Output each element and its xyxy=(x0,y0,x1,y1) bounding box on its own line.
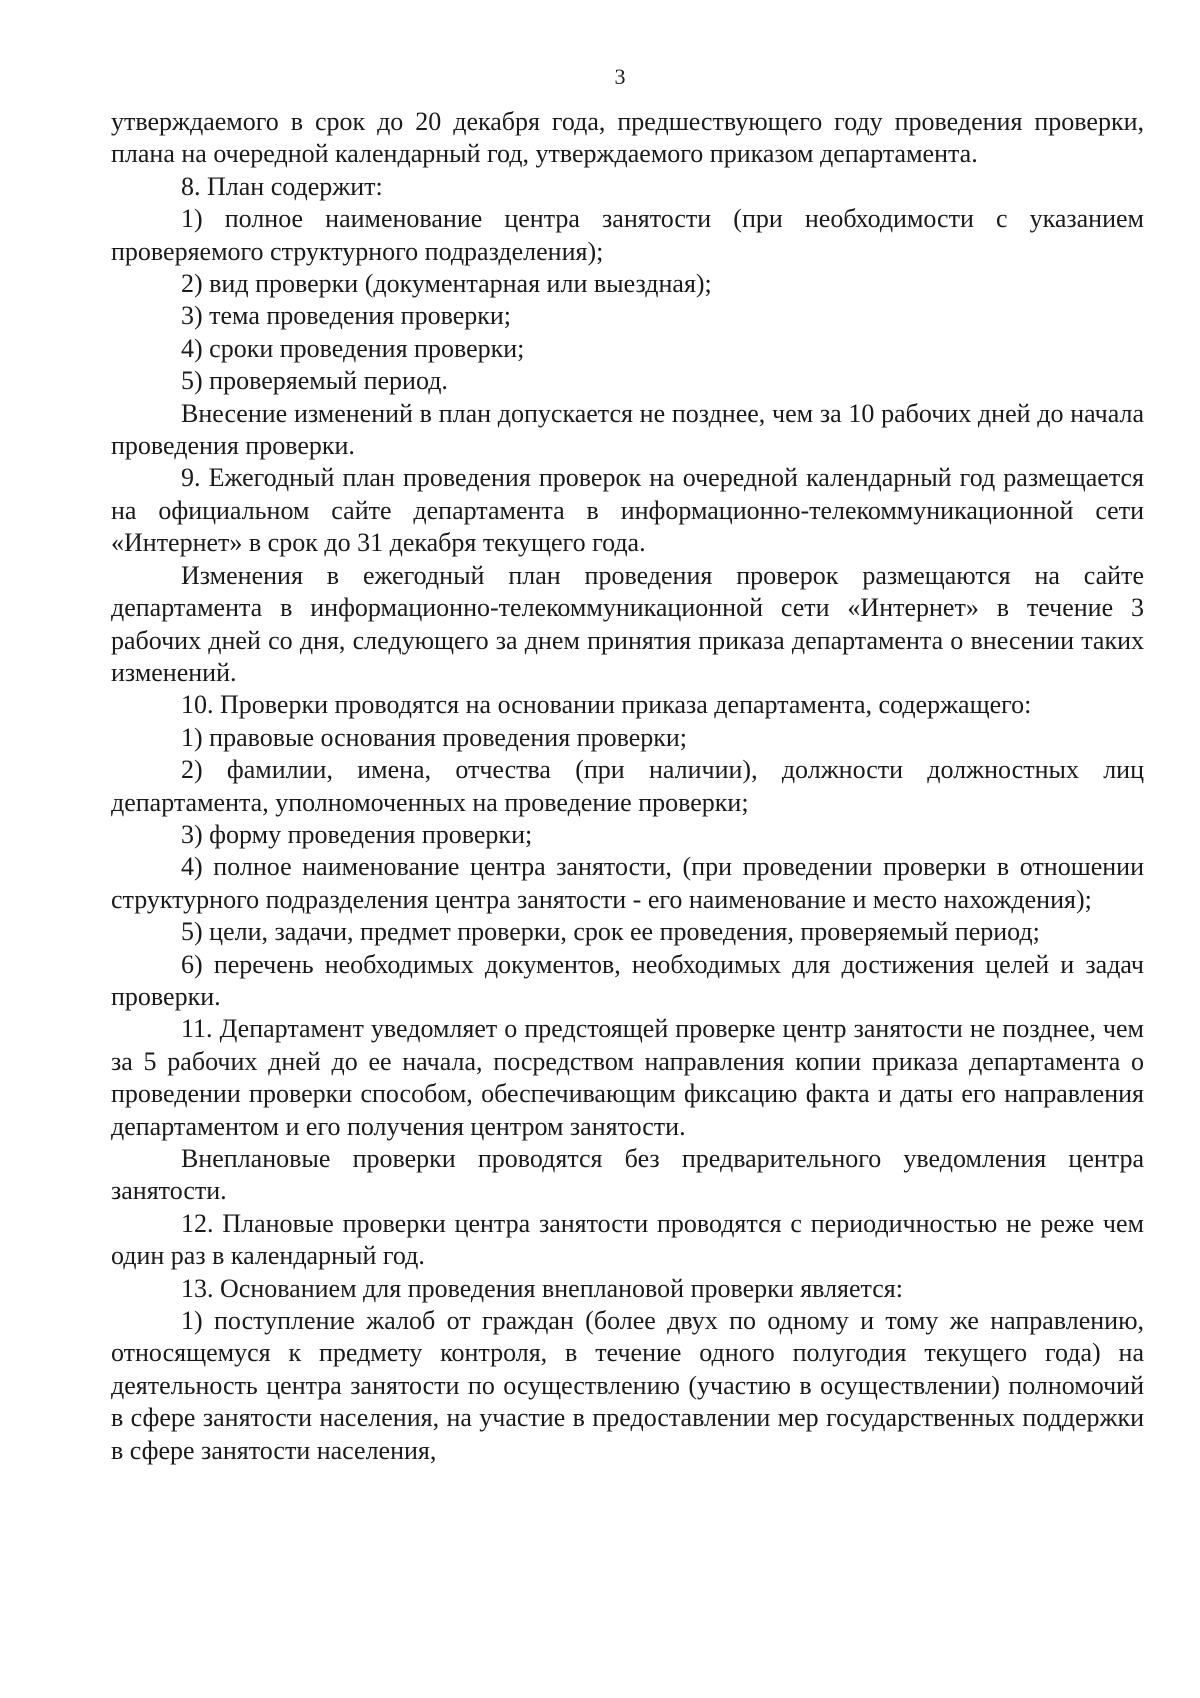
paragraph: 9. Ежегодный план проведения проверок на очередной календарный год размещается на официальном сайте департамента в информационно-телекоммуникационной сети «Интернет» в срок до 31 декабря текущего года. xyxy=(111,463,1144,558)
paragraph: Внеплановые проверки проводятся без предварительного уведомления центра занятости. xyxy=(111,1144,1144,1206)
paragraph: 2) вид проверки (документарная или выездная); xyxy=(181,269,712,299)
paragraph: Изменения в ежегодный план проведения проверок размещаются на сайте департамента в информационно-телекоммуникационной сети «Интернет» в течение 3 рабочих дней со дня, следующего за днем принятия приказа департамента о внесении таких изменений. xyxy=(111,560,1144,687)
paragraph: 12. Плановые проверки центра занятости проводятся с периодичностью не реже чем один раз в календарный год. xyxy=(111,1208,1144,1271)
paragraph: 4) сроки проведения проверки; xyxy=(181,333,525,363)
paragraph: 1) поступление жалоб от граждан (более двух по одному и тому же направлению, относящемуся к предмету контроля, в течение одного полугодия текущего года) на деятельность центра занятости по осуществлению (участию в осуществлении) полномочий в сфере занятости населения, на участие в предоставлении мер государственных поддержки в сфере занятости населения, xyxy=(111,1306,1144,1465)
page-number: 3 xyxy=(614,64,626,89)
paragraph: 1) правовые основания проведения проверки; xyxy=(181,722,687,752)
paragraph: 1) полное наименование центра занятости (при необходимости с указанием проверяемого структурного подразделения); xyxy=(111,204,1144,266)
continuation-paragraph: утверждаемого в срок до 20 декабря года, предшествующего году проведения проверки, плана на очередной календарный год, утверждаемого приказом департамента. xyxy=(111,107,1144,169)
paragraph: 8. План содержит: xyxy=(181,171,383,201)
paragraph: 5) цели, задачи, предмет проверки, срок ее проведения, проверяемый период; xyxy=(181,917,1040,947)
paragraph: 2) фамилии, имена, отчества (при наличии), должности должностных лиц департамента, уполномоченных на проведение проверки; xyxy=(111,755,1144,817)
paragraph: 4) полное наименование центра занятости, (при проведении проверки в отношении структурного подразделения центра занятости - его наименование и место нахождения); xyxy=(111,852,1144,914)
paragraph: Внесение изменений в план допускается не позднее, чем за 10 рабочих дней до начала проведения проверки. xyxy=(111,398,1144,461)
paragraph: 6) перечень необходимых документов, необходимых для достижения целей и задач проверки. xyxy=(111,949,1144,1011)
paragraph: 3) форму проведения проверки; xyxy=(181,819,533,849)
paragraph: 5) проверяемый период. xyxy=(181,366,448,396)
paragraph: 11. Департамент уведомляет о предстоящей проверке центр занятости не позднее, чем за 5 рабочих дней до ее начала, посредством направления копии приказа департамента о проведении проверки способом, обеспечивающим фиксацию факта и даты его направления департаментом и его получения центром занятости. xyxy=(111,1014,1144,1141)
paragraph: 10. Проверки проводятся на основании приказа департамента, содержащего: xyxy=(181,690,1032,720)
paragraph: 3) тема проведения проверки; xyxy=(181,301,512,331)
document-body xyxy=(111,106,1144,1467)
paragraph: 13. Основанием для проведения внеплановой проверки является: xyxy=(181,1273,903,1303)
